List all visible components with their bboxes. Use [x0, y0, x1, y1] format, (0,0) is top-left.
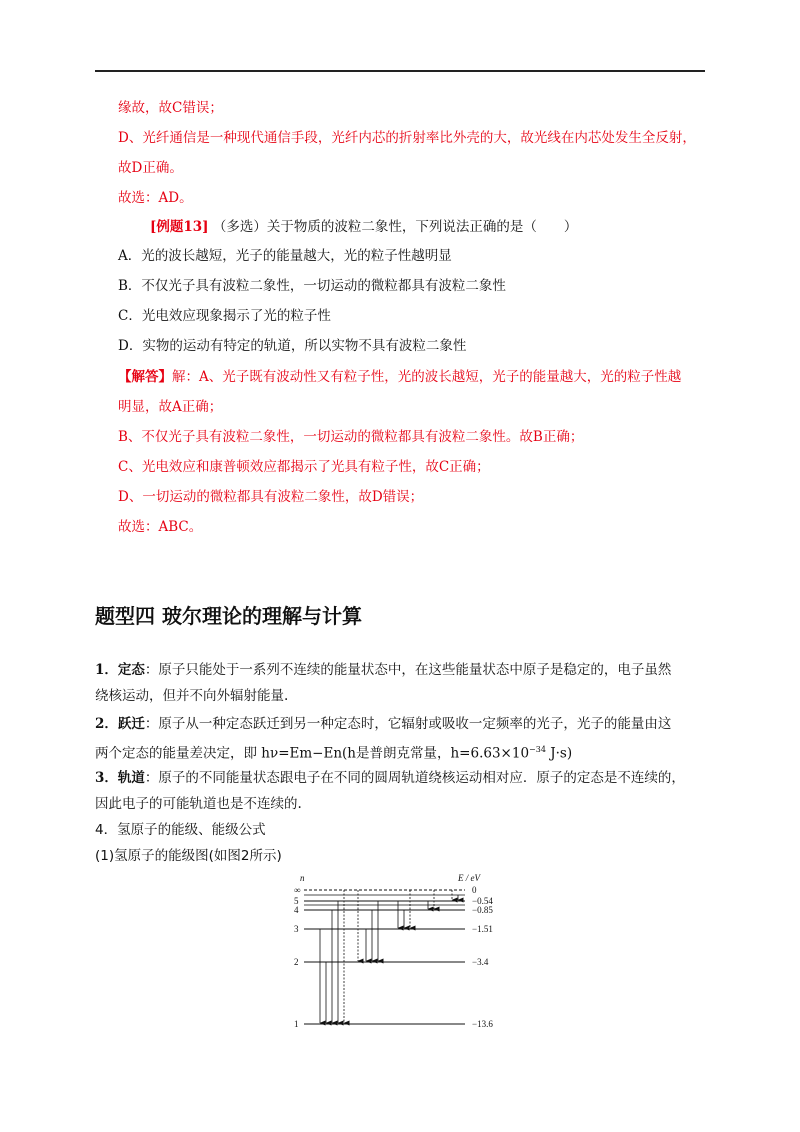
answer-d-line-1: D、光纤通信是一种现代通信手段，光纤内芯的折射率比外壳的大，故光线在内芯处发生全反射，	[118, 130, 696, 146]
answer-line-1	[118, 367, 681, 387]
answer-choice: 故选：AD。	[118, 190, 193, 206]
option-d: D．实物的运动有特定的轨道，所以实物不具有波粒二象性	[118, 338, 467, 354]
example-13-question	[150, 217, 577, 237]
n-axis-label: n	[300, 873, 305, 883]
level-n-label: ∞	[294, 885, 301, 895]
level-n-label: 1	[294, 1019, 299, 1029]
level-energy-label: −0.54	[472, 896, 493, 906]
question-text: （多选）关于物质的波粒二象性，下列说法正确的是（ ）	[212, 219, 578, 235]
para-5: (1)氢原子的能级图(如图2所示)	[95, 848, 282, 864]
answer-tag: 【解答】	[118, 369, 172, 385]
option-c: C．光电效应现象揭示了光的粒子性	[118, 308, 331, 324]
answer-c: C、光电效应和康普顿效应都揭示了光具有粒子性，故C正确；	[118, 459, 490, 475]
energy-level-diagram	[280, 868, 520, 1038]
para-2-text: ：原子从一种定态跃迁到另一种定态时，它辐射或吸收一定频率的光子，光子的能量由这	[144, 716, 672, 732]
answer-line-2: 明显，故A正确；	[118, 399, 223, 415]
para-2-exponent: −34	[529, 745, 546, 754]
answer-d: D、一切运动的微粒都具有波粒二象性，故D错误；	[118, 489, 424, 505]
level-energy-label: −0.85	[472, 905, 493, 915]
section-title: 题型四 玻尔理论的理解与计算	[95, 604, 362, 628]
level-energy-label: −13.6	[472, 1019, 493, 1029]
para-3-label: 3．轨道	[95, 770, 145, 786]
answer-b: B、不仅光子具有波粒二象性，一切运动的微粒都具有波粒二象性。故B正确；	[118, 429, 584, 445]
para-2	[95, 714, 671, 734]
level-energy-label: −3.4	[472, 957, 489, 967]
para-1-label: 1．定态	[95, 662, 145, 678]
para-2-label: 2．跃迁	[95, 716, 145, 732]
option-a: A．光的波长越短，光子的能量越大，光的粒子性越明显	[118, 248, 452, 264]
answer-text: 解：A、光子既有波动性又有粒子性，光的波长越短，光子的能量越大，光的粒子性越	[172, 369, 682, 385]
para-2-cont	[95, 740, 572, 764]
option-b: B．不仅光子具有波粒二象性，一切运动的微粒都具有波粒二象性	[118, 278, 506, 294]
example-tag: [例题13]	[150, 219, 209, 235]
level-energy-label: −1.51	[472, 924, 493, 934]
answer-d-line-2: 故D正确。	[118, 160, 183, 176]
para-1-cont: 绕核运动，但并不向外辐射能量.	[95, 688, 289, 704]
answer-c-line: 缘故，故C错误；	[118, 100, 223, 116]
para-4: 4．氢原子的能级、能级公式	[95, 822, 266, 838]
level-energy-label: 0	[472, 885, 477, 895]
header-rule	[95, 70, 705, 72]
para-3-cont: 因此电子的可能轨道也是不连续的.	[95, 796, 302, 812]
para-2-formula: 两个定态的能量差决定，即 hν=Em−En(h是普朗克常量，h=6.63×10	[95, 745, 530, 762]
level-n-label: 3	[294, 924, 299, 934]
para-1-text: ：原子只能处于一系列不连续的能量状态中，在这些能量状态中原子是稳定的，电子虽然	[144, 662, 672, 678]
para-3-text: ：原子的不同能量状态跟电子在不同的圆周轨道绕核运动相对应．原子的定态是不连续的，	[144, 770, 685, 786]
answer-choice-13: 故选：ABC。	[118, 519, 203, 535]
level-n-label: 2	[294, 957, 299, 967]
level-n-label: 5	[294, 896, 299, 906]
para-3	[95, 768, 685, 788]
level-n-label: 4	[294, 905, 299, 915]
e-axis-label: E / eV	[458, 873, 480, 883]
para-1	[95, 660, 671, 680]
para-2-unit: J·s)	[545, 745, 573, 762]
